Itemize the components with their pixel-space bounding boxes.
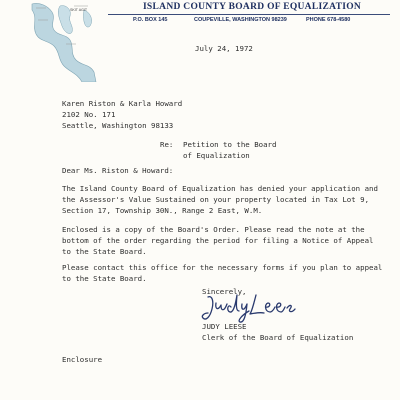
re-label: Re: [160, 140, 174, 149]
island-county-map [30, 0, 105, 82]
letterhead-title: ISLAND COUNTY BOARD OF EQUALIZATION [142, 2, 362, 12]
signer-name: JUDY LEESE [202, 322, 247, 331]
letterhead-rule [108, 14, 390, 15]
recipient-city: Seattle, Washington 98133 [62, 121, 174, 130]
body-paragraph-3-line-1: Please contact this office for the necessary forms if you plan to appeal [62, 263, 383, 272]
body-paragraph-2-line-2: bottom of the order regarding the period for filing a Notice of Appeal [62, 236, 374, 245]
re-subject-line1: Petition to the Board [183, 140, 277, 149]
closing: Sincerely, [202, 287, 247, 296]
body-paragraph-3-line-2: to the State Board. [62, 274, 147, 283]
body-paragraph-2-line-1: Enclosed is a copy of the Board's Order. Please read the note at the [62, 225, 365, 234]
body-paragraph-1-line-1: The Island County Board of Equalization has denied your application and [62, 184, 378, 193]
letterhead-po-box: P.O. BOX 145 [133, 17, 168, 23]
re-subject-line2: of Equalization [183, 151, 250, 160]
recipient-name: Karen Riston & Karla Howard [62, 99, 183, 108]
enclosure-note: Enclosure [62, 355, 103, 364]
body-paragraph-2-line-3: to the State Board. [62, 247, 147, 256]
island-shape-east [83, 10, 91, 27]
letterhead-phone: PHONE 678-4580 [306, 17, 351, 23]
letter-date: July 24, 1972 [195, 44, 253, 53]
body-paragraph-1-line-3: Section 17, Township 30N., Range 2 East, W.M. [62, 206, 263, 215]
recipient-street: 2102 No. 171 [62, 110, 116, 119]
map-label: SKIT AGIT [70, 8, 88, 12]
salutation: Dear Ms. Riston & Howard: [62, 166, 174, 175]
letterhead-city: COUPEVILLE, WASHINGTON 98239 [194, 17, 287, 23]
handwritten-signature [200, 291, 300, 325]
signer-title: Clerk of the Board of Equalization [202, 333, 354, 342]
body-paragraph-1-line-2: the Assessor's Value Sustained on your property located in Tax Lot 9, [62, 195, 370, 204]
